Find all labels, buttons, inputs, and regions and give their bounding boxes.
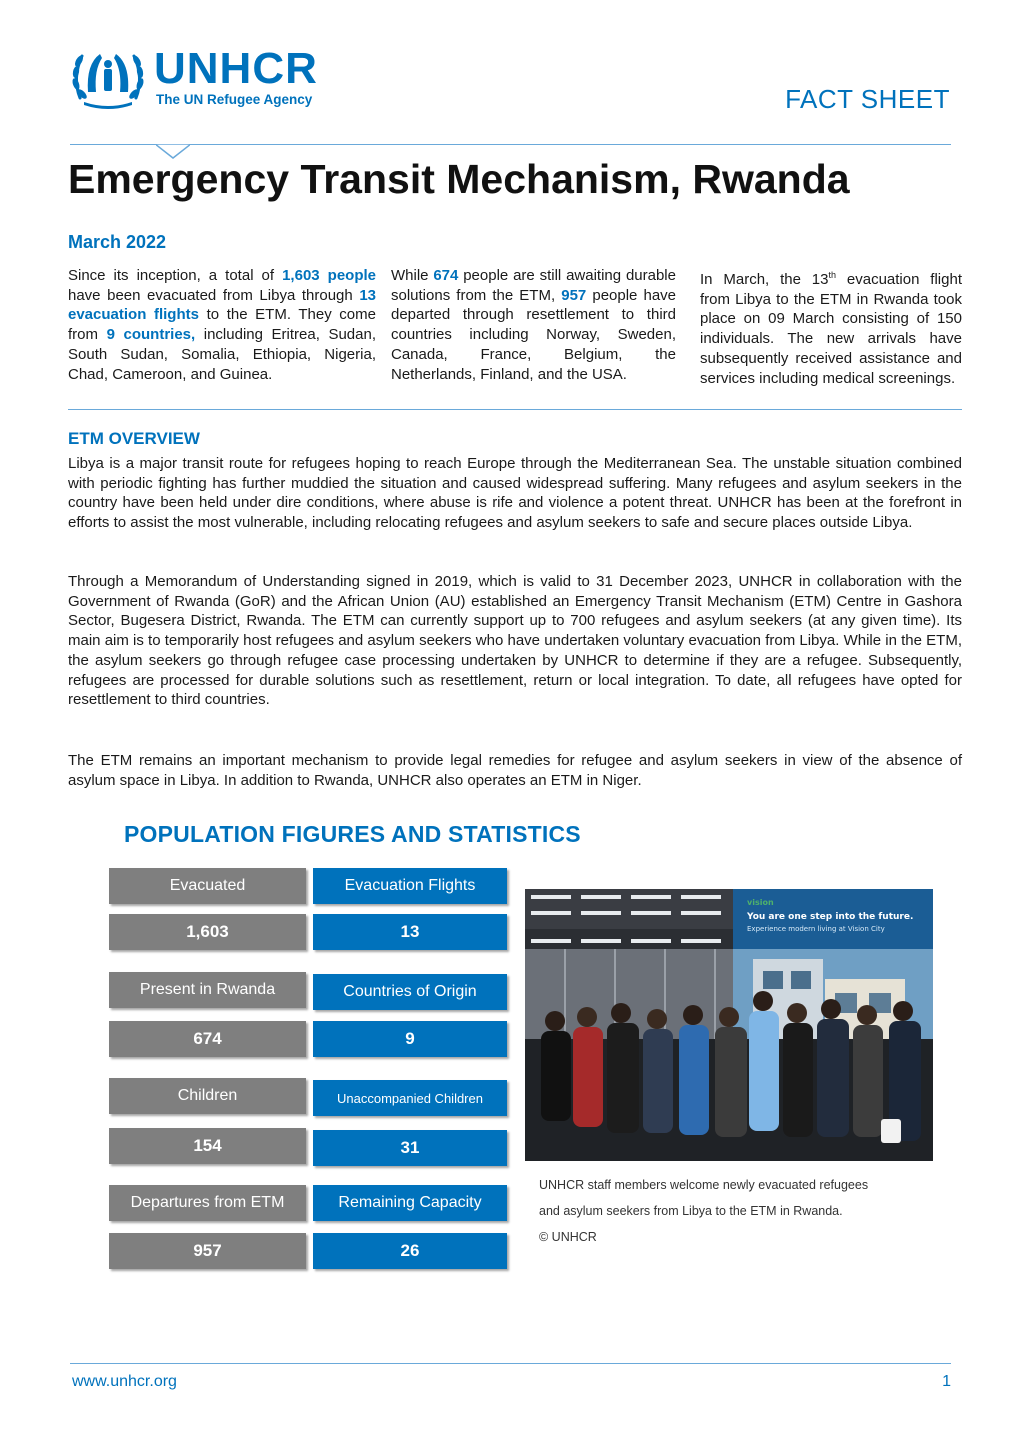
photo-sign-text-1: You are one step into the future. bbox=[747, 912, 914, 922]
caption-credit: © UNHCR bbox=[539, 1230, 597, 1244]
logo-tagline: The UN Refugee Agency bbox=[156, 92, 313, 107]
stat-label-unaccompanied-children: Unaccompanied Children bbox=[313, 1080, 507, 1116]
stat-value-unaccompanied-children: 31 bbox=[313, 1130, 507, 1166]
page-number: 1 bbox=[942, 1373, 951, 1390]
stat-value-children: 154 bbox=[109, 1128, 306, 1164]
stat-value-present-in-rwanda: 674 bbox=[109, 1021, 306, 1057]
stat-label-departures-from-etm: Departures from ETM bbox=[109, 1185, 306, 1221]
stat-value-evacuation-flights: 13 bbox=[313, 914, 507, 950]
stat-value-remaining-capacity: 26 bbox=[313, 1233, 507, 1269]
arrival-photo bbox=[525, 889, 933, 1161]
logo-wordmark: UNHCR bbox=[154, 44, 318, 93]
report-date: March 2022 bbox=[68, 232, 167, 252]
overview-paragraph-2: Through a Memorandum of Understanding signed in 2019, which is valid to 31 December 2023, UNHCR in collaboration with the Government of Rwanda (GoR) and the African Union (AU) established an Emergency Transit Mechanism (ETM) Centre in Gashora Sector, Bugesera District, Rwanda. The ETM can currently support up to 700 refugees and asylum seekers (at any given time). Its main aim is to temporarily host refugees and asylum seekers who have undertaken voluntary evacuation from Libya. While in the ETM, the asylum seekers go through refugee case processing undertaken by UNHCR to determine if they are a refugee. Subsequently, refugees are processed for durable solutions such as resettlement, return or local integration. To date, all refugees have opted for resettlement to third countries. bbox=[68, 573, 962, 709]
stat-label-evacuated: Evacuated bbox=[109, 868, 306, 904]
svg-text:vision: vision bbox=[747, 898, 774, 907]
stat-value-countries-of-origin: 9 bbox=[313, 1021, 507, 1057]
intro-column-3: In March, the 13th evacuation flight from Libya to the ETM in Rwanda took place on 09 March consisting of 150 individuals. The new arrivals have subsequently received assistance and services including medical screenings. bbox=[700, 270, 962, 387]
header-divider bbox=[70, 144, 951, 145]
document-type: FACT SHEET bbox=[785, 84, 950, 114]
photo-sign-text-2: Experience modern living at Vision City bbox=[747, 925, 885, 933]
photo-caption bbox=[539, 1172, 919, 1250]
overview-paragraph-3: The ETM remains an important mechanism to provide legal remedies for refugee and asylum seekers in view of the absence of asylum space in Libya. In addition to Rwanda, UNHCR also operates an ETM in Niger. bbox=[68, 752, 962, 789]
intro-divider bbox=[68, 409, 962, 410]
stat-label-present-in-rwanda: Present in Rwanda bbox=[109, 972, 306, 1008]
unhcr-logo bbox=[70, 44, 350, 112]
footer-divider bbox=[70, 1363, 951, 1364]
footer-website-link[interactable]: www.unhcr.org bbox=[72, 1373, 177, 1390]
intro-column-1: Since its inception, a total of 1,603 people have been evacuated from Libya through 13 evacuation flights to the ETM. They come from 9 countries, including Eritrea, Sudan, South Sudan, Somalia, Ethiopia, Nigeria, Chad, Cameroon, and Guinea. bbox=[68, 267, 376, 383]
stat-value-departures-from-etm: 957 bbox=[109, 1233, 306, 1269]
overview-heading: ETM OVERVIEW bbox=[68, 429, 200, 448]
page-title: Emergency Transit Mechanism, Rwanda bbox=[68, 156, 850, 202]
stat-label-evacuation-flights: Evacuation Flights bbox=[313, 868, 507, 904]
stat-label-remaining-capacity: Remaining Capacity bbox=[313, 1185, 507, 1221]
intro-column-2: While 674 people are still awaiting durable solutions from the ETM, 957 people have departed through resettlement to third countries including Norway, Sweden, Canada, France, Belgium, the Netherlands, Finland, and the USA. bbox=[391, 267, 677, 383]
stat-label-countries-of-origin: Countries of Origin bbox=[313, 974, 507, 1010]
unhcr-emblem-icon bbox=[70, 44, 146, 110]
caption-line-1: UNHCR staff members welcome newly evacuated refugees bbox=[539, 1178, 869, 1192]
stat-label-children: Children bbox=[109, 1078, 306, 1114]
caption-line-2: and asylum seekers from Libya to the ETM in Rwanda. bbox=[539, 1204, 843, 1218]
population-heading: POPULATION FIGURES AND STATISTICS bbox=[124, 821, 581, 847]
overview-paragraph-1: Libya is a major transit route for refugees hoping to reach Europe through the Mediterranean Sea. The unstable situation combined with periodic fighting has further muddied the situation and caused widespread suffering. Many refugees and asylum seekers in the country have been held under dire conditions, where abuse is rife and violence a potent threat. UNHCR has been at the forefront in efforts to assist the most vulnerable, including relocating refugees and asylum seekers to safe and secure places outside Libya. bbox=[68, 455, 962, 532]
stat-value-evacuated: 1,603 bbox=[109, 914, 306, 950]
